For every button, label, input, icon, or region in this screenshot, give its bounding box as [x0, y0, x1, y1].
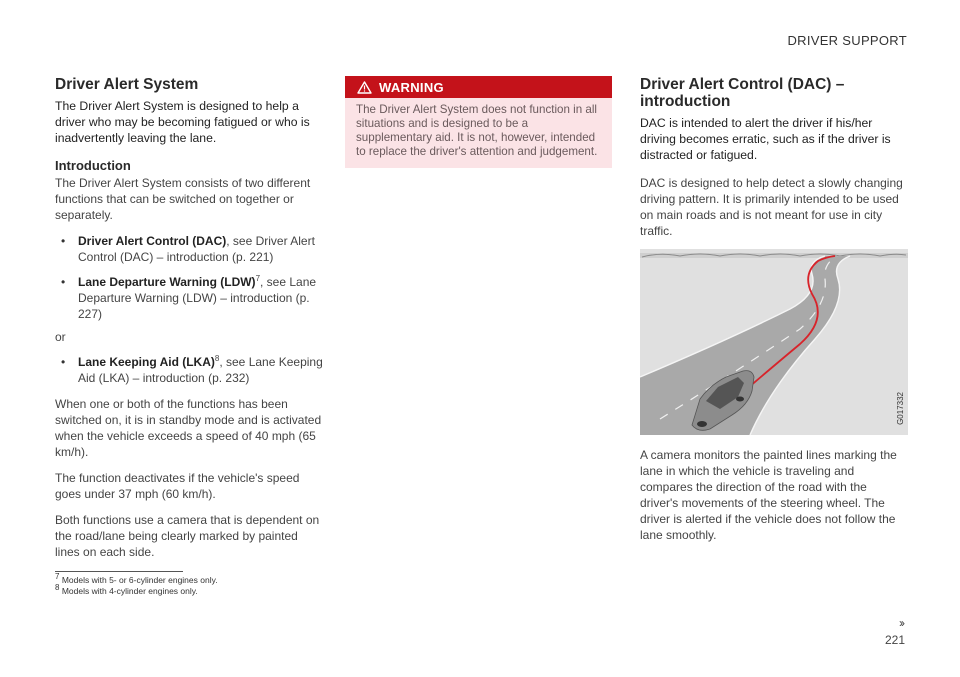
warning-label: WARNING: [379, 79, 444, 95]
footnote-number: 8: [55, 583, 60, 593]
column-driver-alert-system: [55, 76, 323, 570]
activation-paragraph: When one or both of the functions has been switched on, it is in standby mode and is activated when the vehicle exceeds a speed of 40 mph (65 km/h).: [55, 397, 322, 459]
warning-header: [345, 76, 612, 98]
item-link-text[interactable]: , see Lane Departure Warning (LDW) – introduction (p. 227): [78, 275, 317, 321]
function-list-alt: [55, 354, 323, 386]
footnote-8: [55, 583, 198, 596]
footnote-7: [55, 572, 218, 585]
intro-heading: Introduction: [55, 158, 131, 173]
footnote-text: Models with 5- or 6-cylinder engines only.: [61, 575, 218, 585]
list-item: [55, 274, 323, 322]
footnote-text: Models with 4-cylinder engines only.: [61, 586, 198, 596]
section-title: Driver Alert System: [55, 76, 199, 93]
road-drawing: [640, 249, 908, 435]
lead-paragraph: DAC is intended to alert the driver if his/her driving becomes erratic, such as if the driver is distracted or fatigued.: [640, 116, 891, 162]
warning-box: [345, 76, 612, 168]
footnote-ref: 8: [214, 354, 220, 363]
footnote-divider: [55, 571, 183, 572]
item-bold: Lane Keeping Aid (LKA): [78, 355, 215, 369]
list-item: [55, 233, 323, 265]
bullet-icon: •: [61, 355, 66, 369]
footnote-number: 7: [55, 572, 60, 582]
function-list: [55, 233, 323, 322]
item-link-text[interactable]: , see Driver Alert Control (DAC) – introduction (p. 221): [78, 234, 315, 264]
section-title: Driver Alert Control (DAC) – introduction: [640, 76, 845, 110]
intro-paragraph: The Driver Alert System consists of two different functions that can be switched on together or separately.: [55, 176, 311, 222]
or-label: or: [55, 330, 66, 344]
item-bold: Lane Departure Warning (LDW): [78, 275, 256, 289]
page-number: 221: [884, 633, 905, 647]
road-illustration: [640, 249, 908, 435]
next-page-icon[interactable]: ››: [899, 616, 903, 630]
camera-paragraph: Both functions use a camera that is dependent on the road/lane being clearly marked by painted lines on each side.: [55, 513, 320, 559]
item-link-text[interactable]: , see Lane Keeping Aid (LKA) – introduction (p. 232): [78, 355, 323, 385]
usage-paragraph: DAC is designed to help detect a slowly changing driving pattern. It is primarily intended to be used on main roads and is not meant for use in city traffic.: [640, 176, 903, 238]
column-dac-introduction: [640, 76, 908, 553]
warning-text: The Driver Alert System does not function in all situations and is designed to be a supplementary aid. It is not, however, intended to replace the driver's attention and judgement.: [345, 98, 612, 168]
lead-paragraph: The Driver Alert System is designed to help a driver who may be becoming fatigued or who is inadvertently leaving the lane.: [55, 99, 310, 145]
item-bold: Driver Alert Control (DAC): [78, 234, 227, 248]
bullet-icon: •: [61, 234, 66, 248]
section-header: DRIVER SUPPORT: [787, 33, 907, 48]
list-item: [55, 354, 323, 386]
deactivation-paragraph: The function deactivates if the vehicle's speed goes under 37 mph (60 km/h).: [55, 471, 300, 501]
bullet-icon: •: [61, 275, 66, 289]
figure-id: G017332: [896, 392, 905, 425]
camera-paragraph: A camera monitors the painted lines marking the lane in which the vehicle is traveling and compares the direction of the road with the driver's movements of the steering wheel. The driver is alerted if the vehicle does not follow the lane smoothly.: [640, 448, 897, 542]
warning-triangle-icon: [357, 81, 372, 94]
footnote-ref: 7: [255, 274, 261, 283]
